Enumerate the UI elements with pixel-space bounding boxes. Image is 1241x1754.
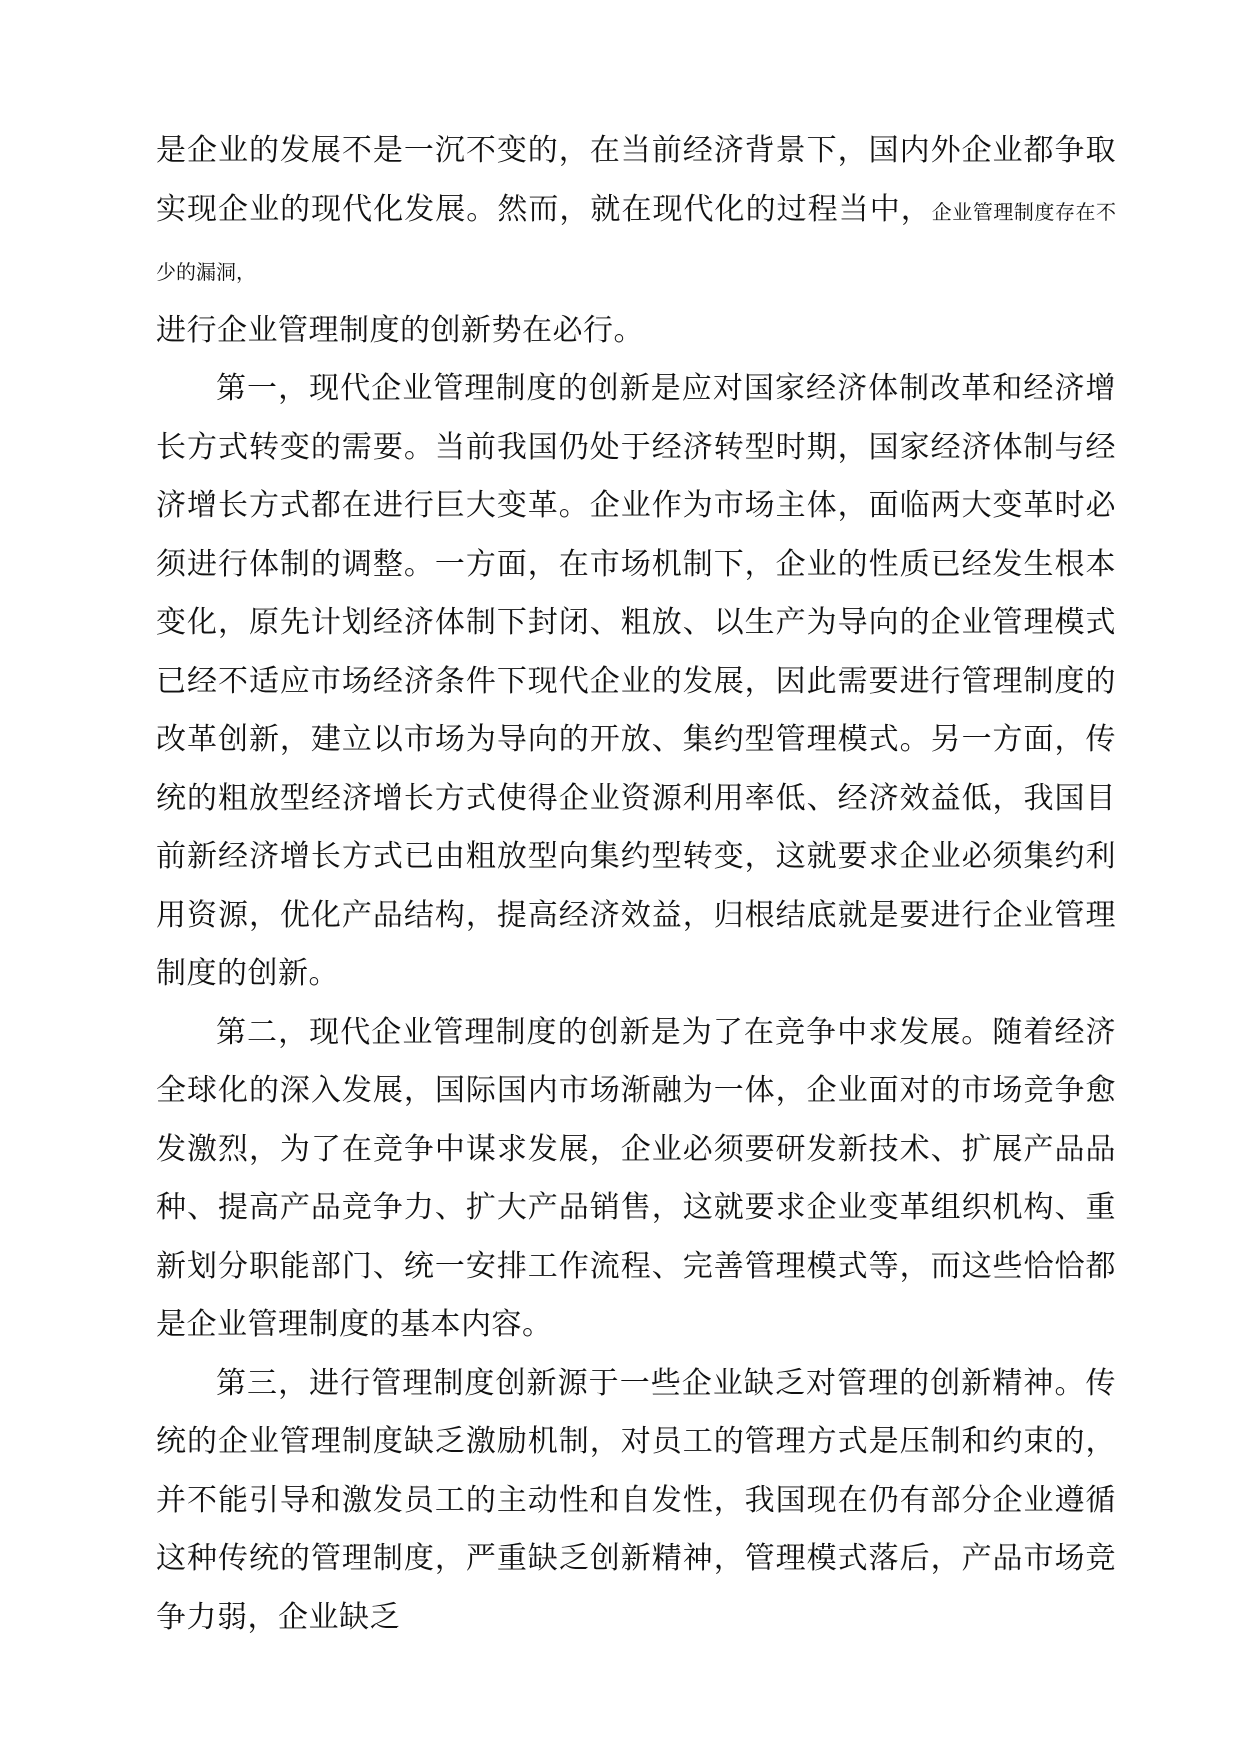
paragraph-first: 第一，现代企业管理制度的创新是应对国家经济体制改革和经济增长方式转变的需要。当前我国仍处于经济转型时期，国家经济体制与经济增长方式都在进行巨大变革。企业作为市场主体，面临两大变革时必须进行体制的调整。一方面，在市场机制下，企业的性质已经发生根本变化，原先计划经济体制下封闭、粗放、以生产为导向的企业管理模式已经不适应市场经济条件下现代企业的发展，因此需要进行管理制度的改革创新，建立以市场为导向的开放、集约型管理模式。另一方面，传统的粗放型经济增长方式使得企业资源利用率低、经济效益低，我国目前新经济增长方式已由粗放型向集约型转变，这就要求企业必须集约利用资源，优化产品结构，提高经济效益，归根结底就是要进行企业管理制度的创新。 xyxy=(156,371,1116,991)
paragraph-third: 第三，进行管理制度创新源于一些企业缺乏对管理的创新精神。传统的企业管理制度缺乏激励机制，对员工的管理方式是压制和约束的，并不能引导和激发员工的主动性和自发性，我国现在仍有部分企业遵循这种传统的管理制度，严重缺乏创新精神，管理模式落后，产品市场竞争力弱，企业缺乏 xyxy=(156,1365,1116,1635)
paragraph-intro-small-text: 企业管理制度存在不少的漏洞， xyxy=(156,199,1117,284)
paragraph-intro-text-a: 是企业的发展不是一沉不变的，在当前经济背景下，国内外企业都争取实现企业的现代化发展。然而，就在现代化的过程当中， xyxy=(156,133,1116,227)
paragraph-intro-text-b: 进行企业管理制度的创新势在必行。 xyxy=(156,312,644,348)
paragraph-second: 第二，现代企业管理制度的创新是为了在竞争中求发展。随着经济全球化的深入发展，国际国内市场渐融为一体，企业面对的市场竞争愈发激烈，为了在竞争中谋求发展，企业必须要研发新技术、扩展产品品种、提高产品竞争力、扩大产品销售，这就要求企业变革组织机构、重新划分职能部门、统一安排工作流程、完善管理模式等，而这些恰恰都是企业管理制度的基本内容。 xyxy=(156,1014,1116,1342)
document-body xyxy=(156,122,1116,1647)
paragraph-intro xyxy=(156,122,1116,360)
